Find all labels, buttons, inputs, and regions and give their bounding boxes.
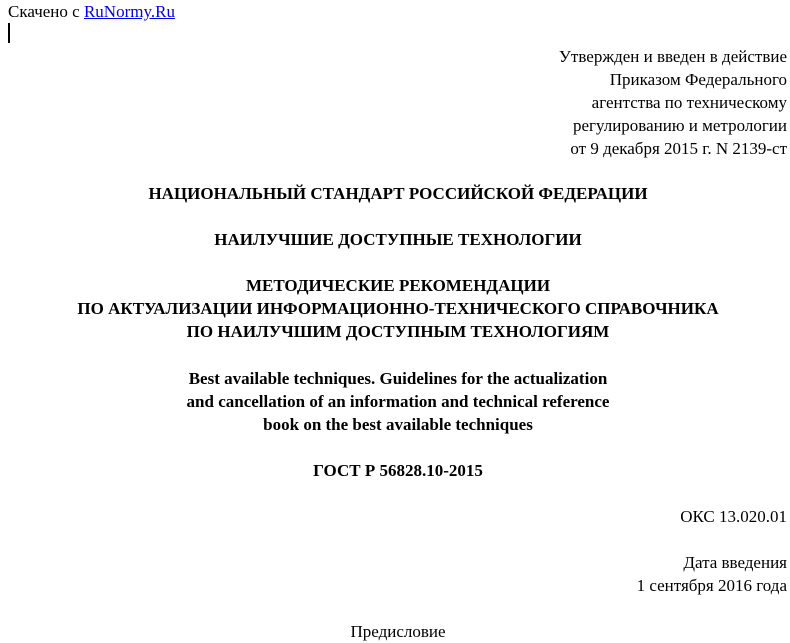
national-standard-heading: НАЦИОНАЛЬНЫЙ СТАНДАРТ РОССИЙСКОЙ ФЕДЕРАЦИИ [148, 184, 648, 203]
title-en [0, 367, 790, 436]
gost-number: ГОСТ Р 56828.10-2015 [313, 461, 483, 480]
title-ru [0, 274, 790, 343]
approval-line: Утвержден и введен в действие [558, 47, 787, 66]
approval-line: от 9 декабря 2015 г. N 2139-ст [570, 139, 787, 158]
title-ru-line: МЕТОДИЧЕСКИЕ РЕКОМЕНДАЦИИ [245, 276, 551, 295]
title-ru-line: ПО АКТУАЛИЗАЦИИ ИНФОРМАЦИОННО-ТЕХНИЧЕСКОГО СПРАВОЧНИКА [77, 299, 719, 318]
foreword-heading: Предисловие [350, 622, 446, 641]
source-line [8, 0, 175, 23]
approval-line: Приказом Федерального [609, 70, 787, 89]
bat-heading: НАИЛУЧШИЕ ДОСТУПНЫЕ ТЕХНОЛОГИИ [214, 230, 582, 249]
approval-line: регулированию и метрологии [572, 116, 787, 135]
intro-date-block [637, 551, 787, 597]
source-link[interactable]: RuNormy.Ru [83, 2, 175, 21]
approval-line: агентства по техническому [591, 93, 787, 112]
title-en-line: Best available techniques. Guidelines for the actualization [188, 369, 608, 388]
title-ru-line: ПО НАИЛУЧШИМ ДОСТУПНЫМ ТЕХНОЛОГИЯМ [186, 322, 610, 341]
intro-date-value: 1 сентября 2016 года [636, 576, 787, 595]
intro-date-label: Дата введения [683, 553, 787, 572]
oks-code: ОКС 13.020.01 [680, 507, 787, 526]
text-cursor [8, 23, 10, 43]
title-en-line: and cancellation of an information and technical reference [186, 392, 610, 411]
title-en-line: book on the best available techniques [263, 415, 533, 434]
approval-block [559, 45, 787, 160]
source-prefix: Скачено с [8, 2, 84, 21]
